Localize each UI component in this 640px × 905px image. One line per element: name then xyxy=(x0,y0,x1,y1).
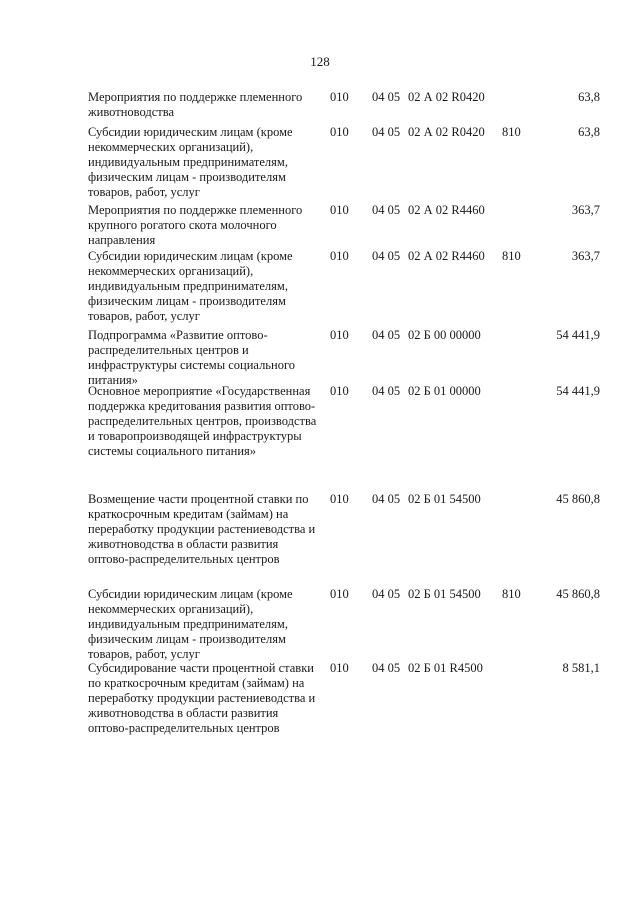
target-code: 02 Б 00 00000 xyxy=(408,328,481,342)
section-code: 04 05 xyxy=(372,203,401,217)
section-code: 04 05 xyxy=(372,249,401,263)
row-name: Подпрограмма «Развитие оптово-распределительных центров и инфраструктуры системы социального питания» xyxy=(88,328,296,387)
row-name: Субсидирование части процентной ставки по краткосрочным кредитам (займам) на переработку продукции растениеводства и животноводства в области развития оптово-распределительных центров xyxy=(88,661,316,735)
ministry-code: 010 xyxy=(330,384,349,398)
table-row xyxy=(88,492,600,587)
ministry-code: 010 xyxy=(330,125,349,139)
row-name: Субсидии юридическим лицам (кроме некоммерческих организаций), индивидуальным предпринимателям, физическим лицам - производителям товаров, работ, услуг xyxy=(88,125,293,199)
section-code: 04 05 xyxy=(372,384,401,398)
table-row xyxy=(88,661,600,751)
ministry-code: 010 xyxy=(330,90,349,104)
section-code: 04 05 xyxy=(372,661,401,675)
amount: 8 581,1 xyxy=(562,661,600,675)
page-number: 128 xyxy=(310,54,330,69)
section-code: 04 05 xyxy=(372,328,401,342)
target-code: 02 А 02 R0420 xyxy=(408,125,485,139)
table-row xyxy=(88,384,600,492)
amount: 54 441,9 xyxy=(556,384,600,398)
expense-type-code: 810 xyxy=(502,587,521,601)
target-code: 02 А 02 R4460 xyxy=(408,249,485,263)
table-row xyxy=(88,328,600,387)
target-code: 02 А 02 R4460 xyxy=(408,203,485,217)
expense-type-code: 810 xyxy=(502,249,521,263)
section-code: 04 05 xyxy=(372,90,401,104)
target-code: 02 А 02 R0420 xyxy=(408,90,485,104)
row-name: Субсидии юридическим лицам (кроме некоммерческих организаций), индивидуальным предпринимателям, физическим лицам - производителям товаров, работ, услуг xyxy=(88,587,293,661)
section-code: 04 05 xyxy=(372,587,401,601)
ministry-code: 010 xyxy=(330,328,349,342)
ministry-code: 010 xyxy=(330,587,349,601)
row-name: Мероприятия по поддержке племенного крупного рогатого скота молочного направления xyxy=(88,203,303,247)
amount: 363,7 xyxy=(571,203,600,217)
amount: 63,8 xyxy=(578,90,600,104)
ministry-code: 010 xyxy=(330,249,349,263)
target-code: 02 Б 01 R4500 xyxy=(408,661,483,675)
ministry-code: 010 xyxy=(330,661,349,675)
target-code: 02 Б 01 54500 xyxy=(408,587,481,601)
budget-table xyxy=(88,90,600,751)
target-code: 02 Б 01 00000 xyxy=(408,384,481,398)
expense-type-code: 810 xyxy=(502,125,521,139)
row-name: Возмещение части процентной ставки по краткосрочным кредитам (займам) на переработку продукции растениеводства и животноводства в области развития оптово-распределительных центров xyxy=(88,492,316,566)
amount: 45 860,8 xyxy=(556,492,600,506)
ministry-code: 010 xyxy=(330,492,349,506)
row-name: Основное мероприятие «Государственная поддержка кредитования развития оптово-распределительных центров, производства и товаропроизводящей инфраструктуры системы социального питания» xyxy=(88,384,317,458)
table-row xyxy=(88,125,600,203)
target-code: 02 Б 01 54500 xyxy=(408,492,481,506)
row-name: Мероприятия по поддержке племенного животноводства xyxy=(88,90,303,119)
amount: 363,7 xyxy=(571,249,600,263)
ministry-code: 010 xyxy=(330,203,349,217)
table-row xyxy=(88,90,600,125)
section-code: 04 05 xyxy=(372,125,401,139)
table-row xyxy=(88,587,600,661)
section-code: 04 05 xyxy=(372,492,401,506)
amount: 63,8 xyxy=(578,125,600,139)
table-row xyxy=(88,203,600,249)
amount: 45 860,8 xyxy=(556,587,600,601)
table-row xyxy=(88,249,600,328)
amount: 54 441,9 xyxy=(556,328,600,342)
row-name: Субсидии юридическим лицам (кроме некоммерческих организаций), индивидуальным предпринимателям, физическим лицам - производителям товаров, работ, услуг xyxy=(88,249,293,323)
